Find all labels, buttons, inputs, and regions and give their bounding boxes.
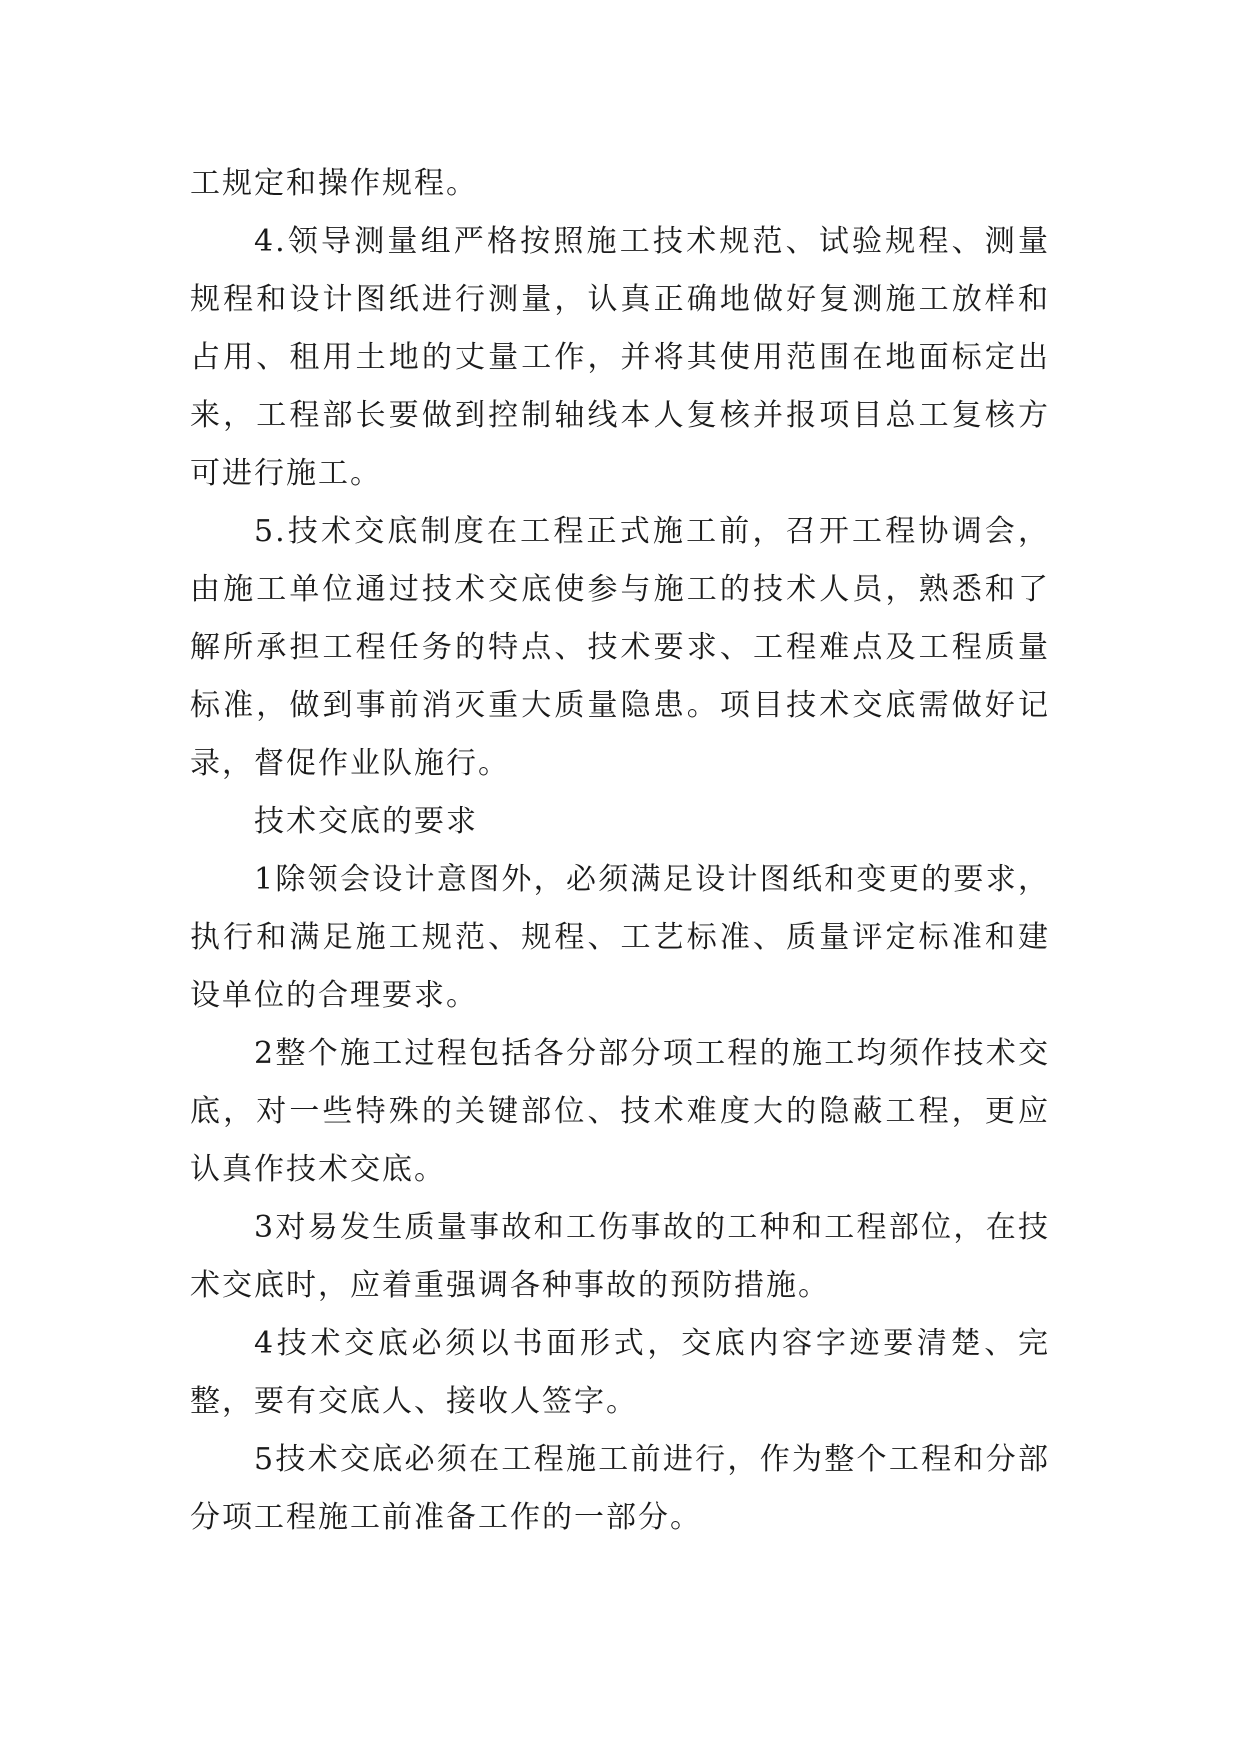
paragraph-item-4-survey: 4.领导测量组严格按照施工技术规范、试验规程、测量规程和设计图纸进行测量，认真正确地做好复测施工放样和占用、租用土地的丈量工作，并将其使用范围在地面标定出来，工程部长要做到控制轴线本人复核并报项目总工复核方可进行施工。 — [190, 224, 1050, 491]
paragraph-item-5-technical-briefing: 5.技术交底制度在工程正式施工前，召开工程协调会，由施工单位通过技术交底使参与施工的技术人员，熟悉和了解所承担工程任务的特点、技术要求、工程难点及工程质量标准，做到事前消灭重大质量隐患。项目技术交底需做好记录，督促作业队施行。 — [190, 514, 1050, 781]
paragraph-continuation: 工规定和操作规程。 — [190, 166, 478, 201]
requirement-3: 3对易发生质量事故和工伤事故的工种和工程部位，在技术交底时，应着重强调各种事故的预防措施。 — [190, 1210, 1050, 1303]
requirement-2: 2整个施工过程包括各分部分项工程的施工均须作技术交底，对一些特殊的关键部位、技术难度大的隐蔽工程，更应认真作技术交底。 — [190, 1036, 1050, 1187]
requirement-5: 5技术交底必须在工程施工前进行，作为整个工程和分部分项工程施工前准备工作的一部分。 — [190, 1442, 1050, 1535]
section-heading-briefing-requirements: 技术交底的要求 — [254, 804, 478, 839]
requirement-4: 4技术交底必须以书面形式，交底内容字迹要清楚、完整，要有交底人、接收人签字。 — [190, 1326, 1050, 1419]
document-body — [190, 155, 1050, 1547]
requirement-1: 1除领会设计意图外，必须满足设计图纸和变更的要求，执行和满足施工规范、规程、工艺标准、质量评定标准和建设单位的合理要求。 — [190, 862, 1050, 1013]
